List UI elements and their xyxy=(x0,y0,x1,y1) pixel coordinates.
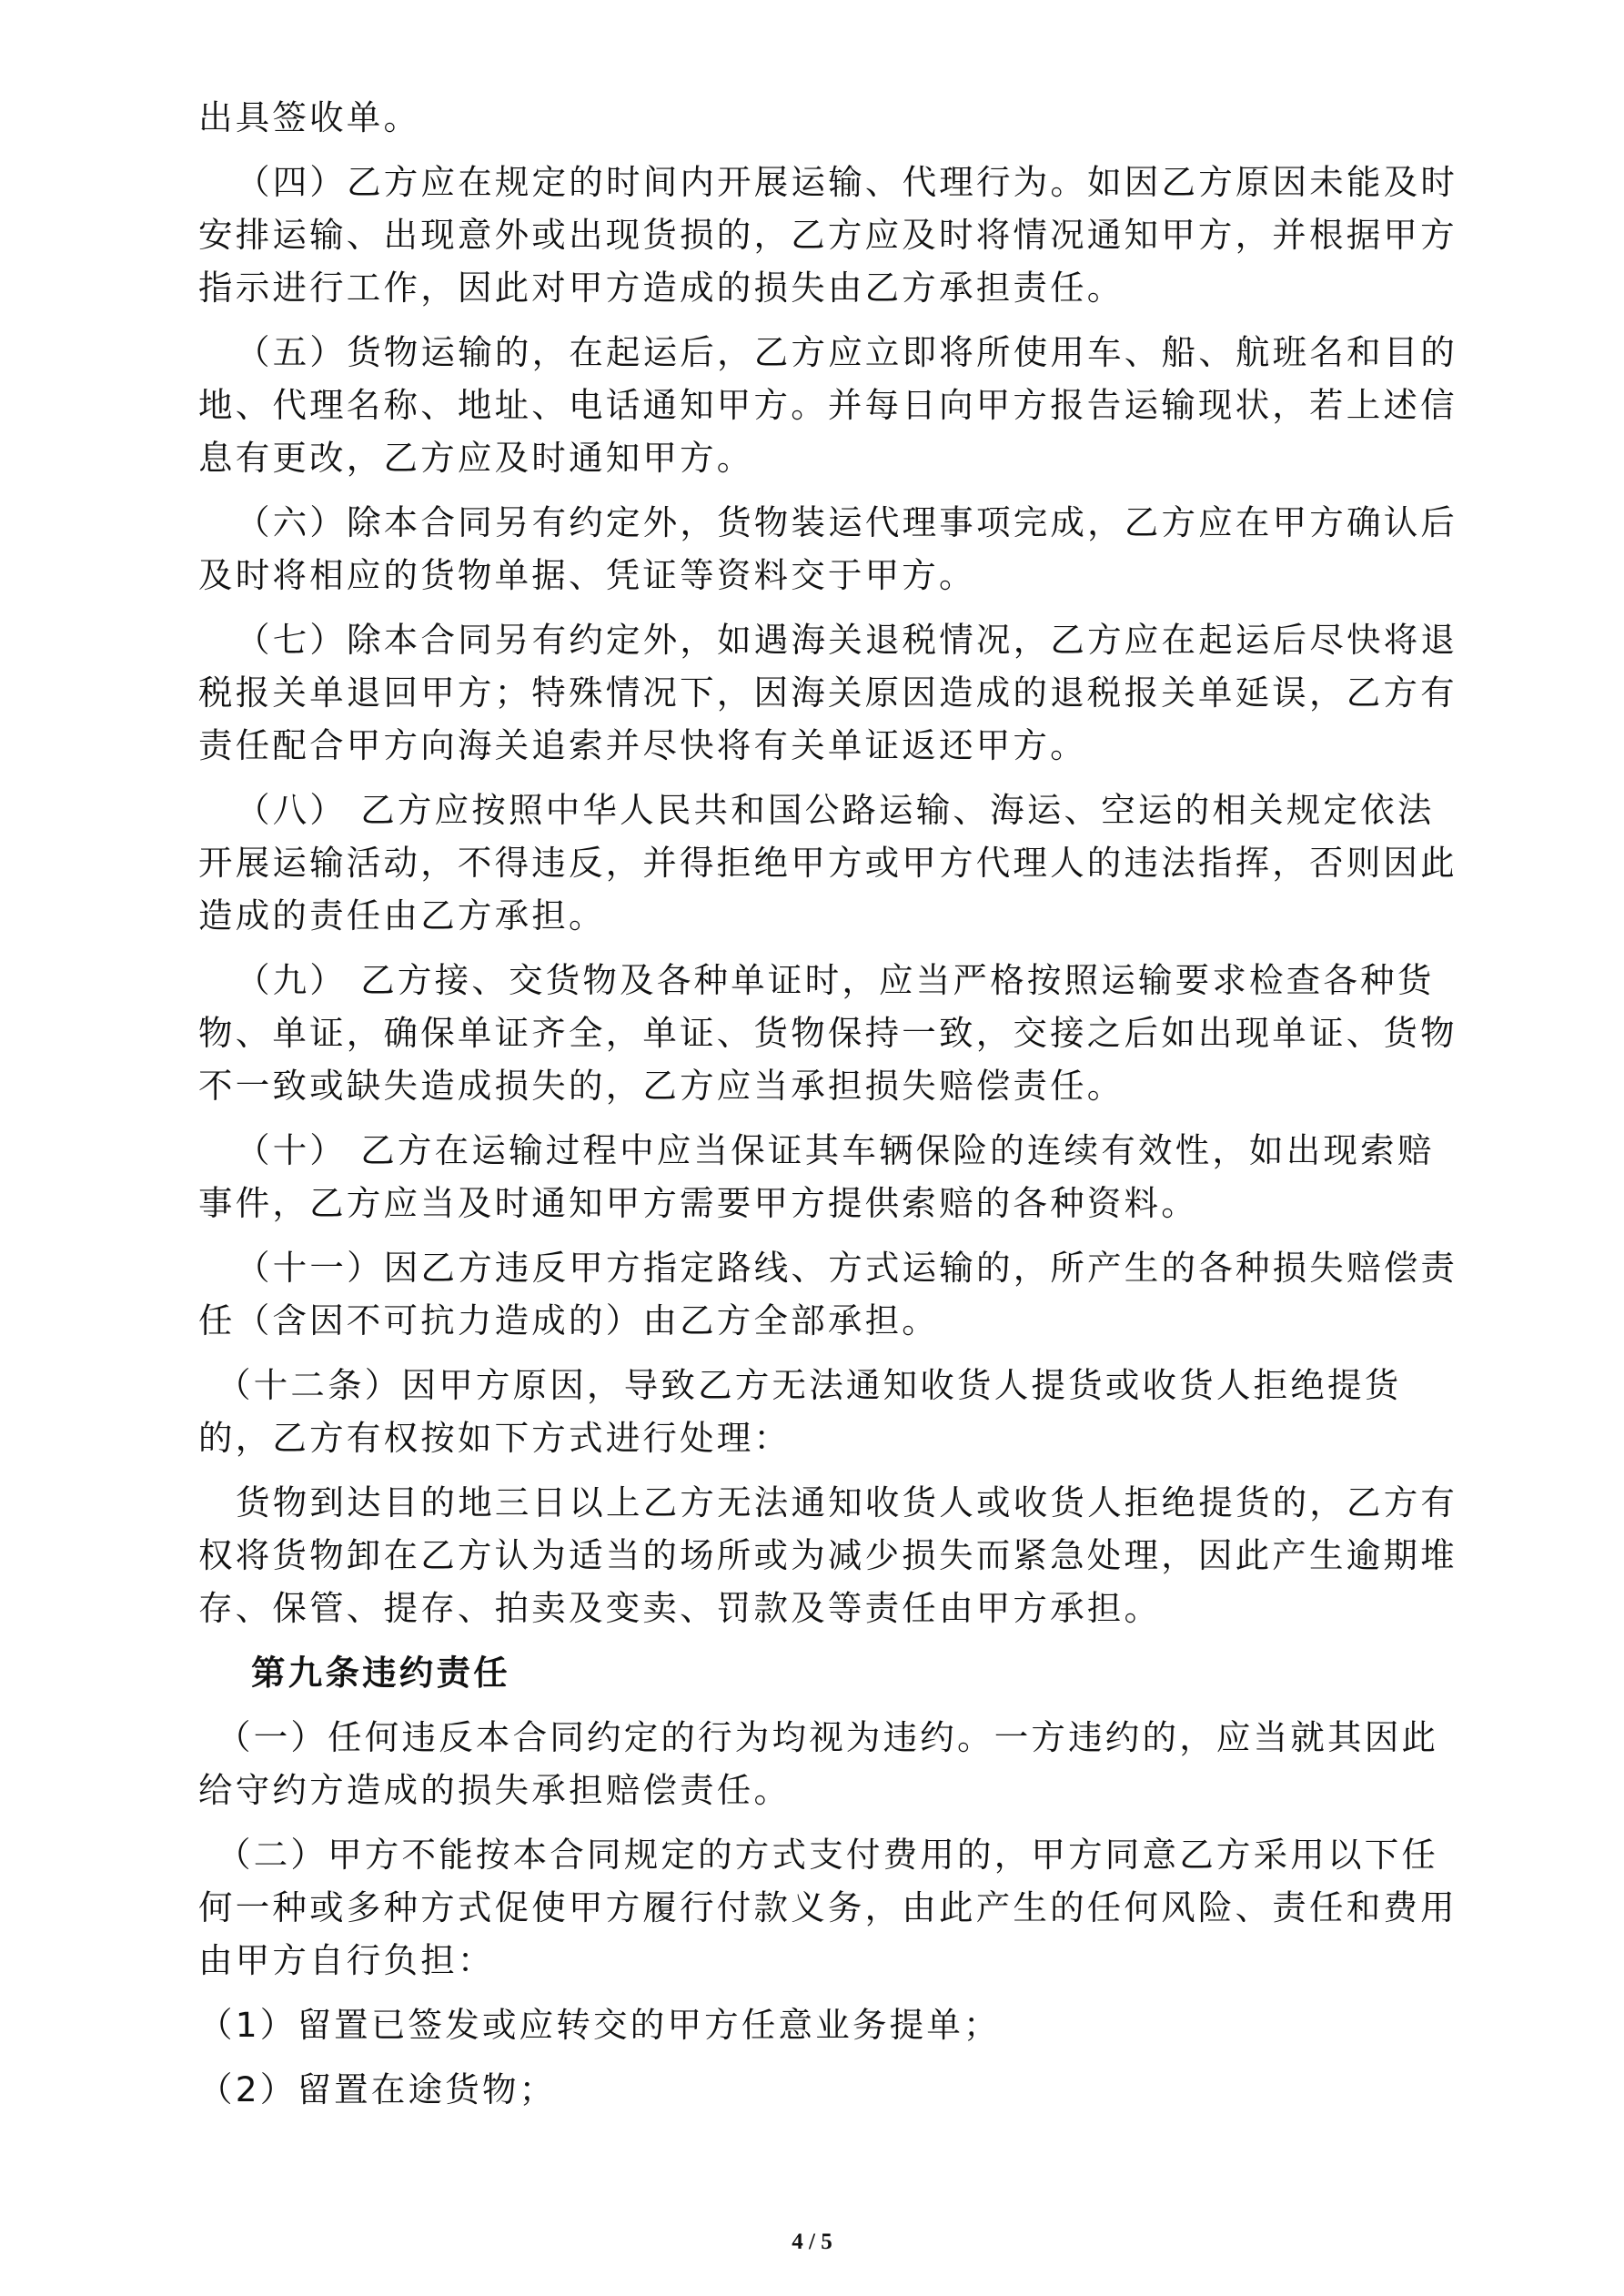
paragraph-clause-11: （十一）因乙方违反甲方指定路线、方式运输的，所产生的各种损失赔偿责任（含因不可抗力造成的）由乙方全部承担。 xyxy=(198,1248,1458,1340)
paragraph-clause-7: （七）除本合同另有约定外，如遇海关退税情况，乙方应在起运后尽快将退税报关单退回甲方；特殊情况下，因海关原因造成的退税报关单延误，乙方有责任配合甲方向海关追索并尽快将有关单证返还甲方。 xyxy=(198,620,1458,765)
paragraph-continuation: 出具签收单。 xyxy=(198,97,421,137)
document-body xyxy=(198,91,1465,2128)
paragraph-clause-5: （五）货物运输的，在起运后，乙方应立即将所使用车、船、航班名和目的地、代理名称、地址、电话通知甲方。并每日向甲方报告运输现状，若上述信息有更改，乙方应及时通知甲方。 xyxy=(198,332,1458,478)
paragraph-clause-8: （八） 乙方应按照中华人民共和国公路运输、海运、空运的相关规定依法开展运输活动，不得违反，并得拒绝甲方或甲方代理人的违法指挥，否则因此造成的责任由乙方承担。 xyxy=(198,790,1458,936)
section-heading-article-9: 第九条违约责任 xyxy=(251,1653,510,1693)
paragraph-clause-10: （十） 乙方在运输过程中应当保证其车辆保险的连续有效性，如出现索赔事件，乙方应当及时通知甲方需要甲方提供索赔的各种资料。 xyxy=(198,1130,1435,1223)
paragraph-clause-4: （四）乙方应在规定的时间内开展运输、代理行为。如因乙方原因未能及时安排运输、出现意外或出现货损的，乙方应及时将情况通知甲方，并根据甲方指示进行工作，因此对甲方造成的损失由乙方承担责任。 xyxy=(198,162,1458,308)
paragraph-clause-9: （九） 乙方接、交货物及各种单证时，应当严格按照运输要求检查各种货物、单证，确保单证齐全，单证、货物保持一致，交接之后如出现单证、货物不一致或缺失造成损失的，乙方应当承担损失赔偿责任。 xyxy=(198,960,1458,1106)
list-item-2: （2）留置在途货物； xyxy=(198,2069,557,2109)
paragraph-breach-2: （二）甲方不能按本合同规定的方式支付费用的，甲方同意乙方采用以下任何一种或多种方式促使甲方履行付款义务，由此产生的任何风险、责任和费用由甲方自行负担： xyxy=(198,1835,1458,1980)
page-number: 4 / 5 xyxy=(792,2230,832,2254)
list-item-1: （1）留置已签发或应转交的甲方任意业务提单； xyxy=(198,2005,1001,2045)
paragraph-clause-6: （六）除本合同另有约定外，货物装运代理事项完成，乙方应在甲方确认后及时将相应的货物单据、凭证等资料交于甲方。 xyxy=(198,502,1458,595)
paragraph-clause-12: （十二条）因甲方原因，导致乙方无法通知收货人提货或收货人拒绝提货的，乙方有权按如下方式进行处理： xyxy=(198,1365,1402,1458)
paragraph-breach-1: （一）任何违反本合同约定的行为均视为违约。一方违约的，应当就其因此给守约方造成的损失承担赔偿责任。 xyxy=(198,1717,1439,1810)
paragraph-disposal-terms: 货物到达目的地三日以上乙方无法通知收货人或收货人拒绝提货的，乙方有权将货物卸在乙方认为适当的场所或为减少损失而紧急处理，因此产生逾期堆存、保管、提存、拍卖及变卖、罚款及等责任由甲方承担。 xyxy=(198,1482,1458,1628)
